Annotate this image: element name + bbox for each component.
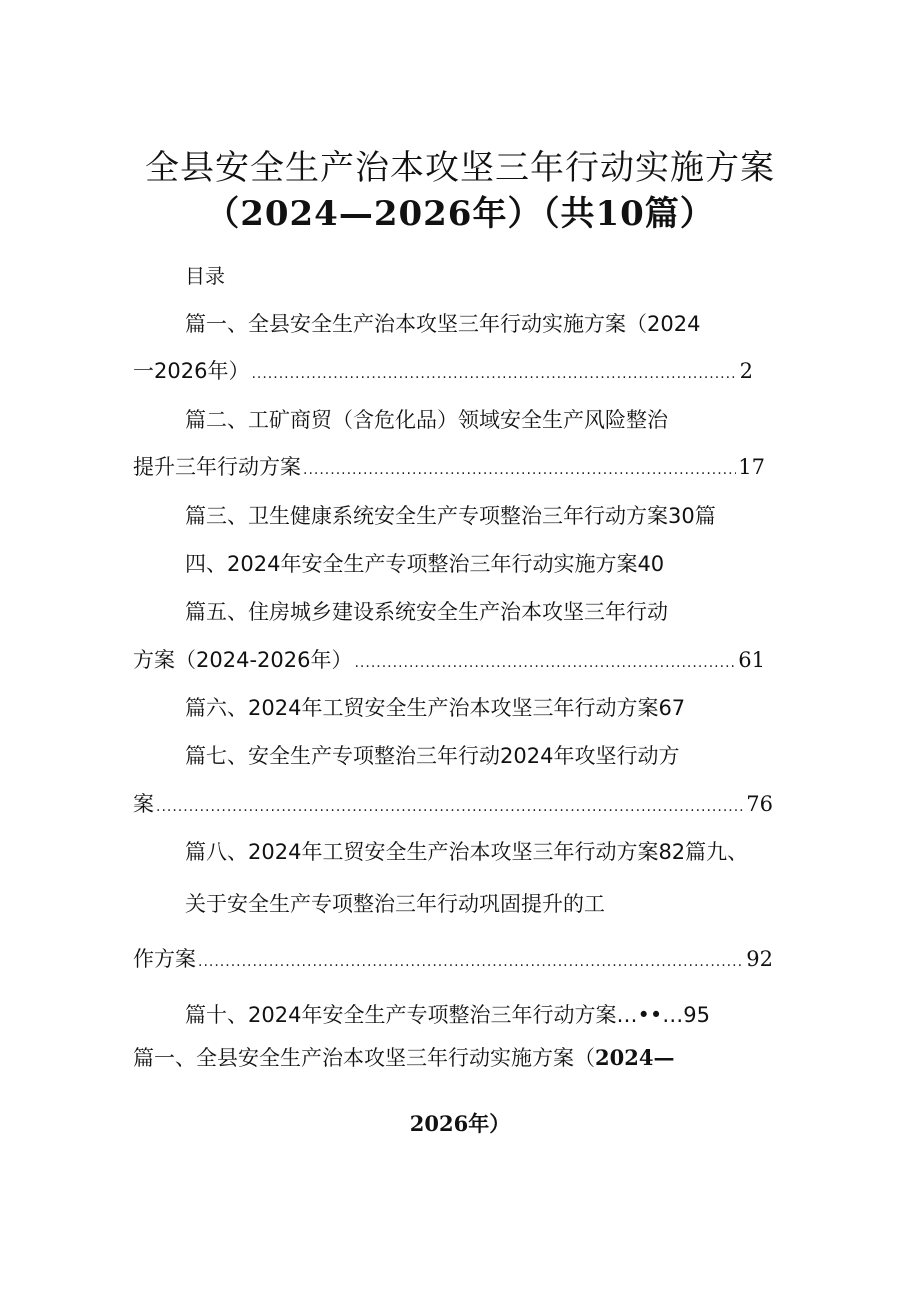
leader-dots (354, 649, 736, 677)
toc-entry-7-page: 76 (746, 792, 773, 816)
toc-entry-2-page: 17 (738, 455, 765, 479)
toc-entry-1-page: 2 (739, 359, 753, 383)
toc-entry-9-line2[interactable] (133, 945, 773, 976)
toc-entry-5-text: 方案（2024-2026年） (133, 648, 353, 672)
toc-entry-2-line2[interactable] (133, 453, 765, 484)
section-heading-year: 2024— (595, 1045, 675, 1070)
toc-entry-6[interactable]: 篇六、2024年工贸安全生产治本攻坚三年行动方案67 (185, 696, 686, 720)
toc-entry-9-text: 作方案 (133, 947, 196, 971)
document-title: 全县安全生产治本攻坚三年行动实施方案 (145, 148, 775, 188)
toc-entry-5-line1[interactable]: 篇五、住房城乡建设系统安全生产治本攻坚三年行动 (185, 600, 668, 624)
toc-entry-4[interactable]: 四、2024年安全生产专项整治三年行动实施方案40 (185, 552, 665, 576)
section-heading-text: 篇一、全县安全生产治本攻坚三年行动实施方案（ (133, 1046, 595, 1070)
toc-entry-9-line1[interactable]: 关于安全生产专项整治三年行动巩固提升的工 (185, 892, 605, 916)
toc-entry-9-page: 92 (746, 947, 773, 971)
leader-dots (156, 793, 744, 821)
leader-dots (251, 360, 737, 388)
toc-entry-2-line1[interactable]: 篇二、工矿商贸（含危化品）领域安全生产风险整治 (185, 408, 668, 432)
toc-entry-5-line2[interactable] (133, 646, 765, 677)
toc-entry-8[interactable]: 篇八、2024年工贸安全生产治本攻坚三年行动方案82篇九、 (185, 840, 749, 864)
toc-entry-5-page: 61 (738, 648, 765, 672)
toc-entry-7-text: 案 (133, 792, 154, 816)
leader-dots (303, 456, 736, 484)
toc-entry-10[interactable]: 篇十、2024年安全生产专项整治三年行动方案…••…95 (185, 1003, 710, 1027)
toc-entry-3[interactable]: 篇三、卫生健康系统安全生产专项整治三年行动方案30篇 (185, 504, 716, 528)
document-subtitle: （2024—2026年）（共10篇） (205, 194, 715, 234)
toc-entry-1-text: 一2026年） (133, 359, 250, 383)
toc-entry-1-line2[interactable] (133, 357, 753, 388)
toc-entry-2-text: 提升三年行动方案 (133, 455, 301, 479)
leader-dots (198, 948, 744, 976)
toc-entry-7-line1[interactable]: 篇七、安全生产专项整治三年行动2024年攻坚行动方 (185, 744, 680, 768)
toc-entry-7-line2[interactable] (133, 790, 773, 821)
toc-entry-1-line1[interactable]: 篇一、全县安全生产治本攻坚三年行动实施方案（2024 (185, 312, 701, 336)
toc-label: 目录 (185, 264, 225, 288)
section-heading-line2: 2026年） (409, 1111, 511, 1136)
section-heading-line1 (133, 1044, 674, 1072)
